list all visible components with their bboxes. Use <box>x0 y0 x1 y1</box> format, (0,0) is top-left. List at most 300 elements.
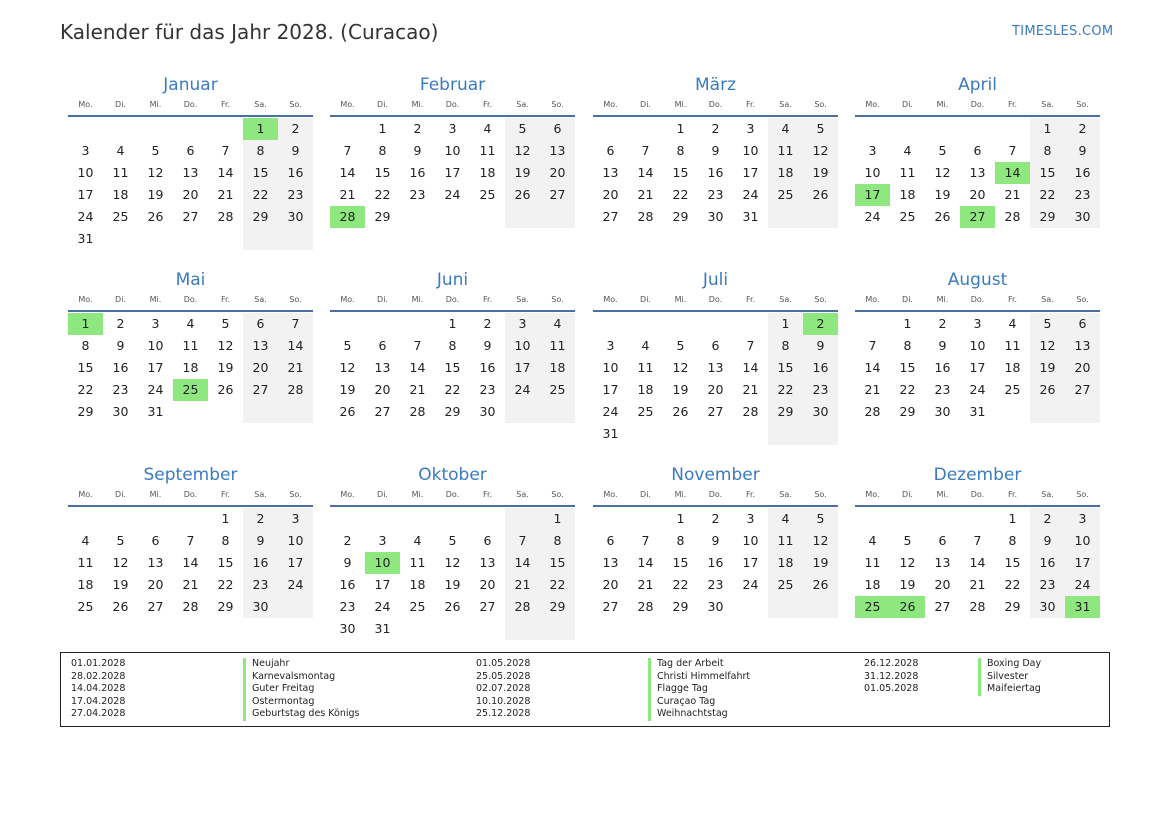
month-9 <box>68 462 313 618</box>
empty-day-cell <box>365 313 400 335</box>
weekday-label: So. <box>814 295 827 304</box>
day-cell: 11 <box>77 555 94 570</box>
day-cell: 20 <box>707 382 724 397</box>
day-cell: 9 <box>803 335 838 357</box>
empty-day-cell <box>330 508 365 530</box>
day-cell: 23 <box>934 382 951 397</box>
weekday-label: Do. <box>708 100 723 109</box>
empty-day-cell <box>470 508 505 530</box>
day-cell: 2 <box>243 508 278 530</box>
day-cell: 14 <box>742 360 759 375</box>
day-cell: 13 <box>969 165 986 180</box>
empty-day-cell <box>855 118 890 140</box>
weekday-label: Fr. <box>745 100 756 109</box>
day-cell: 29 <box>444 404 461 419</box>
day-cell: 22 <box>444 382 461 397</box>
day-cell: 30 <box>278 206 313 228</box>
day-cell: 8 <box>221 533 230 548</box>
weekday-label: Mo. <box>603 100 618 109</box>
weekday-label: Di. <box>115 100 126 109</box>
day-cell: 30 <box>707 209 724 224</box>
weekday-label: Sa. <box>254 295 267 304</box>
holiday-day-cell: 27 <box>960 206 995 228</box>
holiday-day-cell: 1 <box>68 313 103 335</box>
day-cell: 12 <box>444 555 461 570</box>
day-cell: 24 <box>505 379 540 401</box>
day-cell: 28 <box>182 599 199 614</box>
day-cell: 22 <box>1004 577 1021 592</box>
day-cell: 13 <box>374 360 391 375</box>
month-3 <box>593 72 838 228</box>
day-grid <box>855 118 1100 228</box>
day-cell: 4 <box>768 508 803 530</box>
empty-day-cell <box>435 508 470 530</box>
month-5 <box>68 267 313 423</box>
day-cell: 2 <box>116 316 125 331</box>
day-cell: 9 <box>413 143 422 158</box>
day-cell: 3 <box>1065 508 1100 530</box>
day-grid <box>330 508 575 640</box>
day-cell: 6 <box>606 143 615 158</box>
month-name: März <box>695 75 736 95</box>
empty-day-cell <box>803 206 838 228</box>
empty-day-cell <box>733 313 768 335</box>
day-cell: 11 <box>409 555 426 570</box>
day-cell: 23 <box>707 187 724 202</box>
day-cell: 10 <box>77 165 94 180</box>
empty-day-cell <box>540 401 575 423</box>
day-cell: 18 <box>768 552 803 574</box>
day-cell: 6 <box>711 338 720 353</box>
day-cell: 16 <box>1065 162 1100 184</box>
day-cell: 21 <box>278 357 313 379</box>
day-cell: 5 <box>803 118 838 140</box>
weekday-label: So. <box>551 100 564 109</box>
day-cell: 31 <box>602 426 619 441</box>
weekday-label: Fr. <box>220 490 231 499</box>
day-cell: 7 <box>641 533 650 548</box>
day-cell: 6 <box>483 533 492 548</box>
day-cell: 25 <box>768 184 803 206</box>
empty-day-cell <box>278 596 313 618</box>
weekday-label: Mo. <box>78 490 93 499</box>
day-cell: 23 <box>707 577 724 592</box>
day-cell: 23 <box>1030 574 1065 596</box>
day-cell: 20 <box>374 382 391 397</box>
day-cell: 4 <box>868 533 877 548</box>
day-cell: 20 <box>182 187 199 202</box>
day-cell: 24 <box>742 187 759 202</box>
day-cell: 6 <box>186 143 195 158</box>
day-cell: 18 <box>540 357 575 379</box>
empty-day-cell <box>68 508 103 530</box>
day-cell: 18 <box>112 187 129 202</box>
day-cell: 8 <box>1008 533 1017 548</box>
day-cell: 14 <box>637 555 654 570</box>
day-cell: 22 <box>672 187 689 202</box>
day-cell: 15 <box>672 165 689 180</box>
day-cell: 1 <box>540 508 575 530</box>
day-cell: 20 <box>602 577 619 592</box>
day-cell: 4 <box>1008 316 1017 331</box>
weekday-label: Di. <box>377 490 388 499</box>
day-cell: 11 <box>864 555 881 570</box>
day-grid <box>330 313 575 423</box>
day-cell: 2 <box>1065 118 1100 140</box>
day-cell: 21 <box>182 577 199 592</box>
day-cell: 10 <box>742 143 759 158</box>
day-cell: 4 <box>641 338 650 353</box>
day-cell: 20 <box>1065 357 1100 379</box>
day-cell: 14 <box>217 165 234 180</box>
weekday-label: Sa. <box>254 100 267 109</box>
day-cell: 5 <box>1030 313 1065 335</box>
day-cell: 21 <box>742 382 759 397</box>
weekday-header <box>593 488 838 507</box>
weekday-label: Fr. <box>482 490 493 499</box>
empty-day-cell <box>890 508 925 530</box>
empty-day-cell <box>803 423 838 445</box>
weekday-label: So. <box>814 100 827 109</box>
holiday-day-cell: 28 <box>330 206 365 228</box>
day-cell: 21 <box>969 577 986 592</box>
day-cell: 25 <box>479 187 496 202</box>
day-cell: 26 <box>339 404 356 419</box>
day-cell: 24 <box>278 574 313 596</box>
day-cell: 29 <box>243 206 278 228</box>
empty-day-cell <box>400 508 435 530</box>
day-cell: 1 <box>221 511 230 526</box>
empty-day-cell <box>470 206 505 228</box>
empty-day-cell <box>470 618 505 640</box>
day-cell: 8 <box>448 338 457 353</box>
holiday-names-column <box>243 658 360 721</box>
day-cell: 3 <box>746 511 755 526</box>
day-cell: 1 <box>903 316 912 331</box>
month-4 <box>855 72 1100 228</box>
empty-day-cell <box>208 118 243 140</box>
empty-day-cell <box>628 508 663 530</box>
day-cell: 19 <box>672 382 689 397</box>
weekday-label: Fr. <box>745 295 756 304</box>
weekday-label: Do. <box>183 490 198 499</box>
day-cell: 29 <box>1030 206 1065 228</box>
weekday-label: So. <box>289 490 302 499</box>
day-cell: 27 <box>147 599 164 614</box>
weekday-label: Di. <box>902 100 913 109</box>
page-title: Kalender für das Jahr 2028. (Curacao) <box>60 20 439 44</box>
weekday-label: Fr. <box>482 295 493 304</box>
day-cell: 16 <box>479 360 496 375</box>
day-cell: 22 <box>1030 184 1065 206</box>
day-cell: 11 <box>182 338 199 353</box>
empty-day-cell <box>628 423 663 445</box>
day-cell: 24 <box>742 577 759 592</box>
empty-day-cell <box>1065 401 1100 423</box>
day-cell: 16 <box>112 360 129 375</box>
weekday-label: Mo. <box>865 100 880 109</box>
day-cell: 18 <box>899 187 916 202</box>
day-cell: 5 <box>903 533 912 548</box>
weekday-label: Sa. <box>1041 295 1054 304</box>
month-1 <box>68 72 313 250</box>
holiday-name: Christi Himmelfahrt <box>648 671 750 684</box>
month-name: Juli <box>702 270 729 290</box>
day-cell: 11 <box>637 360 654 375</box>
weekday-label: Sa. <box>254 490 267 499</box>
day-cell: 17 <box>602 382 619 397</box>
day-cell: 5 <box>116 533 125 548</box>
empty-day-cell <box>960 118 995 140</box>
day-cell: 8 <box>676 533 685 548</box>
weekday-label: Mo. <box>78 100 93 109</box>
day-cell: 9 <box>711 143 720 158</box>
weekday-label: Mi. <box>674 295 687 304</box>
day-cell: 29 <box>374 209 391 224</box>
day-cell: 26 <box>672 404 689 419</box>
day-cell: 19 <box>444 577 461 592</box>
weekday-label: Sa. <box>516 100 529 109</box>
day-cell: 8 <box>1030 140 1065 162</box>
holiday-day-cell: 1 <box>243 118 278 140</box>
day-cell: 24 <box>147 382 164 397</box>
weekday-label: So. <box>1076 490 1089 499</box>
weekday-label: Do. <box>970 490 985 499</box>
day-cell: 21 <box>217 187 234 202</box>
day-cell: 21 <box>637 187 654 202</box>
holiday-date: 01.01.2028 <box>71 658 126 669</box>
day-cell: 14 <box>182 555 199 570</box>
day-cell: 6 <box>243 313 278 335</box>
day-cell: 19 <box>339 382 356 397</box>
day-cell: 17 <box>1065 552 1100 574</box>
day-cell: 17 <box>742 165 759 180</box>
day-cell: 19 <box>505 162 540 184</box>
weekday-label: So. <box>551 295 564 304</box>
day-cell: 28 <box>409 404 426 419</box>
weekday-label: Mo. <box>603 295 618 304</box>
day-cell: 19 <box>934 187 951 202</box>
day-cell: 7 <box>278 313 313 335</box>
day-cell: 21 <box>1004 187 1021 202</box>
empty-day-cell <box>768 423 803 445</box>
holiday-day-cell: 10 <box>365 552 400 574</box>
weekday-label: Mo. <box>603 490 618 499</box>
weekday-label: Mi. <box>674 100 687 109</box>
day-cell: 26 <box>147 209 164 224</box>
day-cell: 24 <box>374 599 391 614</box>
day-cell: 25 <box>899 209 916 224</box>
day-cell: 25 <box>540 379 575 401</box>
empty-day-cell <box>925 508 960 530</box>
weekday-header <box>855 293 1100 312</box>
day-cell: 15 <box>77 360 94 375</box>
day-cell: 7 <box>413 338 422 353</box>
day-cell: 11 <box>768 140 803 162</box>
month-10 <box>330 462 575 640</box>
day-cell: 22 <box>540 574 575 596</box>
empty-day-cell <box>663 423 698 445</box>
day-cell: 25 <box>768 574 803 596</box>
day-cell: 19 <box>1030 357 1065 379</box>
day-cell: 12 <box>217 338 234 353</box>
day-cell: 19 <box>803 162 838 184</box>
weekday-label: Fr. <box>220 295 231 304</box>
day-cell: 7 <box>868 338 877 353</box>
day-cell: 23 <box>479 382 496 397</box>
day-cell: 4 <box>81 533 90 548</box>
weekday-label: So. <box>814 490 827 499</box>
month-6 <box>330 267 575 423</box>
day-cell: 3 <box>868 143 877 158</box>
day-cell: 16 <box>1030 552 1065 574</box>
day-cell: 26 <box>803 574 838 596</box>
day-cell: 15 <box>217 555 234 570</box>
day-cell: 14 <box>409 360 426 375</box>
day-cell: 7 <box>746 338 755 353</box>
day-cell: 16 <box>339 577 356 592</box>
empty-day-cell <box>400 206 435 228</box>
day-cell: 27 <box>602 599 619 614</box>
day-cell: 2 <box>1030 508 1065 530</box>
month-name: November <box>671 465 760 485</box>
day-cell: 10 <box>505 335 540 357</box>
holiday-name: Karnevalsmontag <box>243 671 360 684</box>
day-cell: 30 <box>479 404 496 419</box>
weekday-label: So. <box>551 490 564 499</box>
day-cell: 9 <box>343 555 352 570</box>
empty-day-cell <box>400 313 435 335</box>
day-cell: 25 <box>637 404 654 419</box>
weekday-label: Di. <box>115 295 126 304</box>
day-cell: 27 <box>1065 379 1100 401</box>
weekday-label: Sa. <box>779 100 792 109</box>
weekday-label: So. <box>289 295 302 304</box>
day-cell: 30 <box>934 404 951 419</box>
day-cell: 25 <box>112 209 129 224</box>
day-grid <box>68 118 313 250</box>
day-cell: 31 <box>969 404 986 419</box>
empty-day-cell <box>243 401 278 423</box>
day-cell: 3 <box>151 316 160 331</box>
empty-day-cell <box>103 118 138 140</box>
empty-day-cell <box>995 118 1030 140</box>
day-cell: 8 <box>378 143 387 158</box>
holiday-name: Ostermontag <box>243 696 360 709</box>
day-cell: 29 <box>899 404 916 419</box>
day-cell: 13 <box>1065 335 1100 357</box>
day-cell: 26 <box>217 382 234 397</box>
day-cell: 4 <box>413 533 422 548</box>
weekday-header <box>330 488 575 507</box>
empty-day-cell <box>698 423 733 445</box>
weekday-header <box>330 98 575 117</box>
weekday-label: So. <box>289 100 302 109</box>
weekday-label: Do. <box>970 295 985 304</box>
day-cell: 16 <box>934 360 951 375</box>
day-cell: 31 <box>147 404 164 419</box>
day-cell: 22 <box>243 184 278 206</box>
day-cell: 29 <box>672 209 689 224</box>
day-cell: 1 <box>676 511 685 526</box>
day-cell: 19 <box>899 577 916 592</box>
weekday-label: Do. <box>708 295 723 304</box>
day-cell: 8 <box>768 335 803 357</box>
month-name: April <box>958 75 997 95</box>
weekday-label: Fr. <box>220 100 231 109</box>
day-cell: 1 <box>448 316 457 331</box>
day-cell: 28 <box>637 599 654 614</box>
day-cell: 15 <box>243 162 278 184</box>
day-cell: 29 <box>768 401 803 423</box>
day-cell: 5 <box>676 338 685 353</box>
empty-day-cell <box>733 423 768 445</box>
empty-day-cell <box>890 118 925 140</box>
day-cell: 2 <box>711 121 720 136</box>
holiday-dates-column <box>476 658 530 721</box>
weekday-label: Di. <box>115 490 126 499</box>
day-cell: 24 <box>1065 574 1100 596</box>
day-cell: 14 <box>278 335 313 357</box>
empty-day-cell <box>435 206 470 228</box>
month-name: August <box>947 270 1008 290</box>
weekday-label: So. <box>1076 100 1089 109</box>
day-cell: 23 <box>278 184 313 206</box>
day-cell: 13 <box>479 555 496 570</box>
month-name: Dezember <box>933 465 1022 485</box>
day-cell: 24 <box>77 209 94 224</box>
day-cell: 10 <box>1065 530 1100 552</box>
weekday-label: Di. <box>902 490 913 499</box>
empty-day-cell <box>103 508 138 530</box>
day-cell: 3 <box>746 121 755 136</box>
day-cell: 20 <box>540 162 575 184</box>
day-grid <box>330 118 575 228</box>
day-cell: 16 <box>243 552 278 574</box>
empty-day-cell <box>330 313 365 335</box>
day-cell: 16 <box>278 162 313 184</box>
empty-day-cell <box>68 118 103 140</box>
brand-link[interactable]: TIMESLES.COM <box>1012 24 1114 39</box>
weekday-label: Do. <box>708 490 723 499</box>
day-grid <box>68 313 313 423</box>
empty-day-cell <box>138 228 173 250</box>
day-cell: 4 <box>540 313 575 335</box>
empty-day-cell <box>505 508 540 530</box>
day-cell: 13 <box>182 165 199 180</box>
day-cell: 10 <box>864 165 881 180</box>
empty-day-cell <box>593 118 628 140</box>
day-grid <box>593 508 838 618</box>
day-cell: 3 <box>278 508 313 530</box>
day-cell: 6 <box>938 533 947 548</box>
day-cell: 24 <box>864 209 881 224</box>
day-cell: 2 <box>413 121 422 136</box>
day-cell: 30 <box>112 404 129 419</box>
holiday-date: 17.04.2028 <box>71 695 126 707</box>
day-cell: 24 <box>602 404 619 419</box>
day-cell: 3 <box>505 313 540 335</box>
month-12 <box>855 462 1100 618</box>
holiday-dates-column <box>71 658 125 721</box>
day-cell: 31 <box>374 621 391 636</box>
weekday-label: Do. <box>445 295 460 304</box>
day-cell: 1 <box>768 313 803 335</box>
day-cell: 13 <box>243 335 278 357</box>
month-name: September <box>143 465 238 485</box>
weekday-header <box>855 488 1100 507</box>
day-cell: 12 <box>339 360 356 375</box>
